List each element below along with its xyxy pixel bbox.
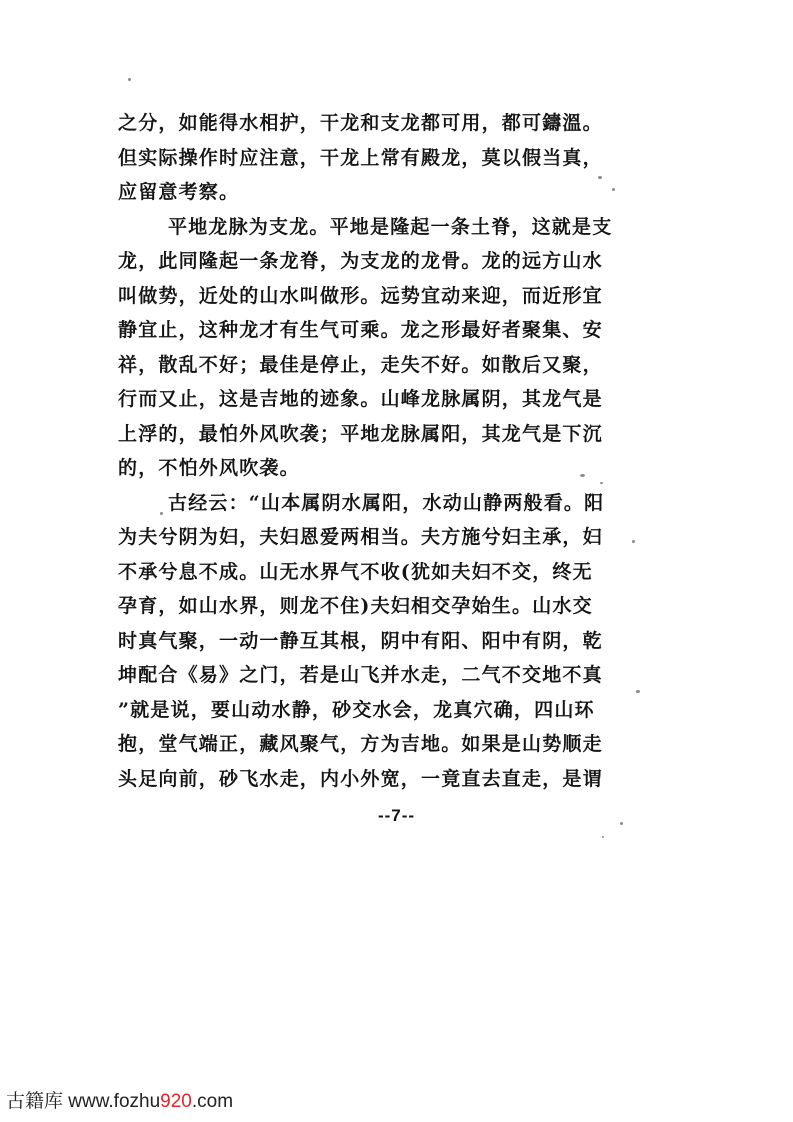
- text-line: 坤配合《易》之门，若是山飞并水走，二气不交地不真: [118, 664, 603, 686]
- text-line: 孕育，如山水界，则龙不住)夫妇相交孕始生。山水交: [118, 595, 593, 617]
- text-line: ”就是说，要山动水静，砂交水会，龙真穴确，四山环: [118, 698, 595, 721]
- watermark: [6, 1086, 233, 1113]
- page-number: --7--: [377, 806, 416, 825]
- text-line: 头足向前，砂飞水走，内小外宽，一竟直去直走，是谓: [118, 767, 603, 790]
- text-line: 平地龙脉为支龙。平地是隆起一条土脊，这就是支: [168, 215, 613, 238]
- text-line: 不承兮息不成。山无水界气不收(犹如夫妇不交，终无: [118, 560, 593, 583]
- text-line: 应留意考察。: [118, 181, 240, 203]
- scan-speck: [580, 474, 585, 477]
- text-line: 但实际操作时应注意，干龙上常有殿龙，莫以假当真，: [118, 146, 603, 169]
- watermark-number: 920: [160, 1091, 192, 1112]
- text-line: 叫做势，近处的山水叫做形。远势宜动来迎，而近形宜: [118, 284, 603, 307]
- text-line: 之分，如能得水相护，干龙和支龙都可用，都可鑄溫。: [118, 112, 603, 134]
- scan-speck: [598, 176, 602, 179]
- text-line: 抱，堂气端正，藏风聚气，方为吉地。如果是山势顺走: [118, 733, 603, 755]
- text-line: 为夫兮阴为妇，夫妇恩爱两相当。夫方施兮妇主承，妇: [118, 526, 603, 548]
- text-line: 上浮的，最怕外风吹袭；平地龙脉属阳，其龙气是下沉: [118, 422, 603, 445]
- text-line: 静宜止，这种龙才有生气可乘。龙之形最好者聚集、安: [118, 319, 603, 341]
- watermark-site: 古籍库 www.fozhu: [6, 1091, 161, 1112]
- text-line: 的，不怕外风吹袭。: [118, 457, 300, 479]
- scan-speck: [600, 482, 603, 484]
- scan-speck: [632, 540, 635, 543]
- text-line: 古经云：“山本属阴水属阳，水动山静两般看。阳: [168, 491, 605, 514]
- scan-speck: [636, 690, 640, 693]
- text-line: 祥，散乱不好；最佳是停止，走失不好。如散后又聚，: [118, 353, 603, 376]
- scan-speck: [602, 836, 604, 838]
- text-line: 龙，此同隆起一条龙脊，为支龙的龙骨。龙的远方山水: [118, 250, 603, 272]
- text-line: 时真气聚，一动一静互其根，阴中有阳、阳中有阴，乾: [118, 629, 603, 652]
- body-text: [118, 106, 658, 796]
- scan-speck: [612, 188, 615, 191]
- text-line: 行而又止，这是吉地的迹象。山峰龙脉属阴，其龙气是: [118, 388, 603, 410]
- scan-speck: [128, 78, 131, 81]
- scan-speck: [160, 512, 163, 515]
- scan-speck: [620, 822, 623, 825]
- watermark-suffix: .com: [191, 1091, 234, 1112]
